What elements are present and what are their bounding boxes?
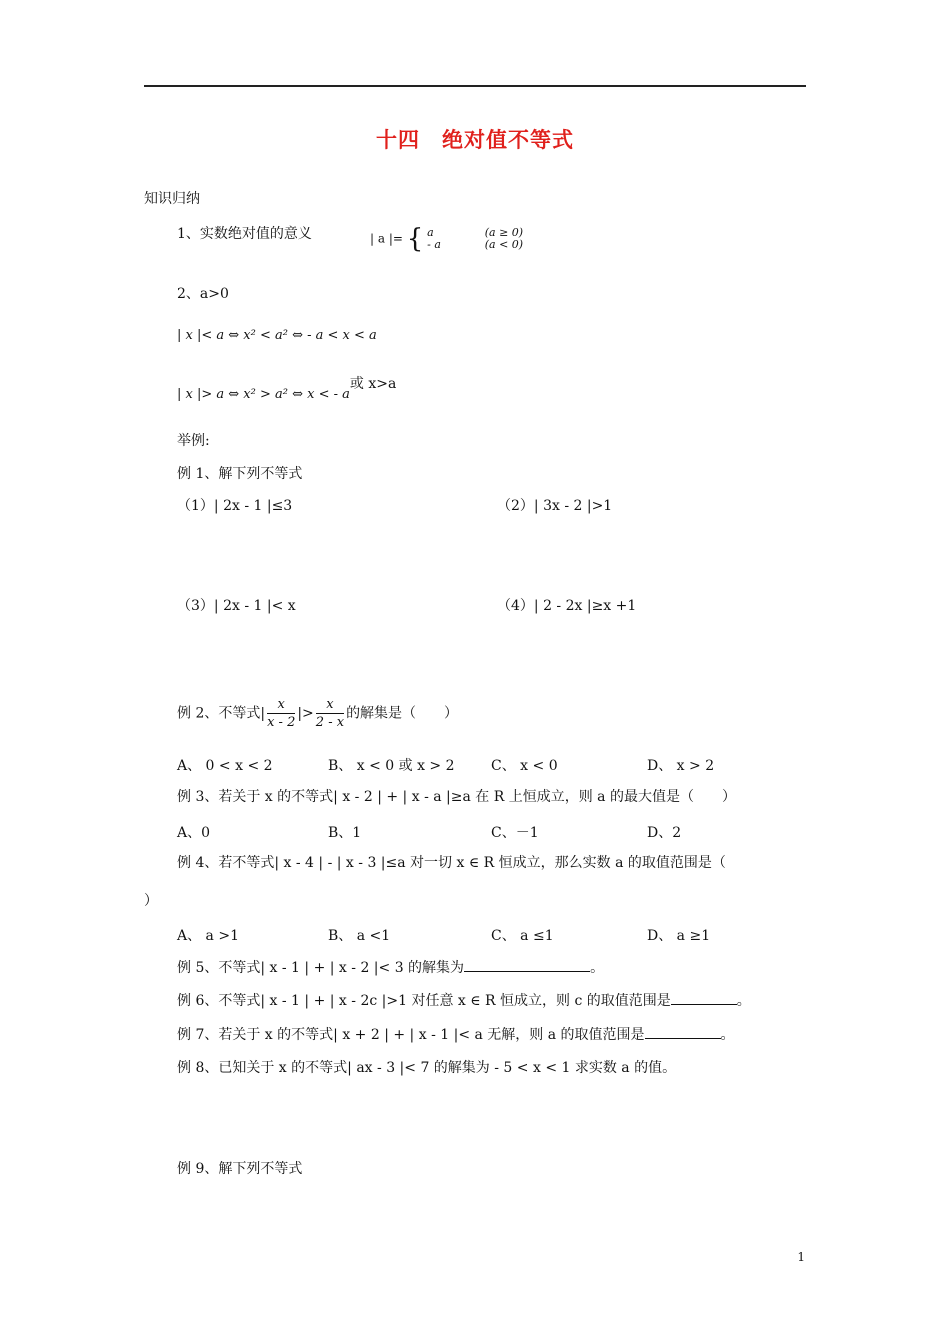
example-2-option-b: B、 x < 0 或 x > 2 bbox=[328, 758, 455, 774]
example-5-prefix: 例 5、不等式| x - 1 | + | x - 2 |< 3 的解集为 bbox=[177, 960, 465, 976]
example-1-part-4: （4）| 2 - 2x |≥x +1 bbox=[497, 598, 637, 614]
example-2-option-a: A、 0 < x < 2 bbox=[177, 758, 273, 774]
example-4-tail: ） bbox=[144, 893, 158, 909]
example-9-label: 例 9、解下列不等式 bbox=[177, 1161, 303, 1177]
example-1-part-3: （3）| 2x - 1 |< x bbox=[177, 598, 296, 614]
example-7-prefix: 例 7、若关于 x 的不等式| x + 2 | + | x - 1 |< a 无解，则 a 的取值范围是 bbox=[177, 1027, 645, 1043]
example-7-suffix: 。 bbox=[720, 1027, 735, 1043]
abs-cond-1: (a ≥ 0) bbox=[484, 226, 524, 239]
example-1-label: 例 1、解下列不等式 bbox=[177, 466, 303, 482]
knowledge-1-label: 1、实数绝对值的意义 bbox=[177, 226, 312, 242]
example-3-question: 例 3、若关于 x 的不等式| x - 2 | + | x - a |≥a 在 R 上恒成立，则 a 的最大值是（ ） bbox=[177, 789, 736, 805]
fraction-2-denominator: 2 - x bbox=[315, 715, 345, 730]
example-2-mid: |> bbox=[297, 705, 314, 722]
example-3-option-d: D、2 bbox=[647, 825, 682, 841]
example-7-question bbox=[177, 1024, 735, 1044]
example-4-option-a: A、 a >1 bbox=[177, 928, 239, 944]
example-5-suffix: 。 bbox=[590, 960, 605, 976]
example-6-answer-blank[interactable] bbox=[671, 990, 737, 1005]
example-2-prefix: 例 2、不等式| bbox=[177, 705, 266, 722]
section-heading: 知识归纳 bbox=[144, 191, 200, 207]
example-2-option-d: D、 x > 2 bbox=[647, 758, 715, 774]
example-4-option-c: C、 a ≤1 bbox=[491, 928, 554, 944]
example-6-prefix: 例 6、不等式| x - 1 | + | x - 2c |>1 对任意 x ∈ R 恒成立，则 c 的取值范围是 bbox=[177, 993, 671, 1009]
absolute-value-definition bbox=[370, 226, 523, 252]
example-7-answer-blank[interactable] bbox=[645, 1024, 721, 1039]
abs-cases bbox=[427, 227, 441, 251]
example-1-part-1: （1）| 2x - 1 |≤3 bbox=[177, 498, 293, 514]
abs-case-2: - a bbox=[427, 238, 441, 251]
abs-lhs: | a |= bbox=[370, 231, 403, 246]
header-rule bbox=[144, 85, 806, 87]
knowledge-2-line-2 bbox=[177, 376, 397, 403]
examples-label: 举例: bbox=[177, 433, 210, 449]
brace-glyph: { bbox=[406, 224, 424, 254]
example-3-option-a: A、0 bbox=[177, 825, 211, 841]
example-4-option-b: B、 a <1 bbox=[328, 928, 391, 944]
knowledge-2-line-2-math: | x |> a ⇔ x² > a² ⇔ x < - a bbox=[177, 387, 350, 402]
example-6-suffix: 。 bbox=[736, 993, 751, 1009]
knowledge-2-line-1: | x |< a ⇔ x² < a² ⇔ - a < x < a bbox=[177, 328, 377, 343]
page-number: 1 bbox=[797, 1250, 805, 1264]
example-5-question bbox=[177, 957, 604, 977]
fraction-2-numerator: x bbox=[316, 697, 344, 714]
fraction-1-denominator: x - 2 bbox=[267, 715, 296, 730]
example-2-question bbox=[177, 697, 458, 730]
example-8-question: 例 8、已知关于 x 的不等式| ax - 3 |< 7 的解集为 - 5 < x < 1 求实数 a 的值。 bbox=[177, 1060, 677, 1076]
example-3-option-c: C、－1 bbox=[491, 825, 539, 841]
knowledge-2-line-2-suffix: 或 x>a bbox=[349, 376, 397, 392]
fraction-1-numerator: x bbox=[267, 697, 295, 714]
example-2-fraction-2 bbox=[316, 697, 344, 730]
example-2-fraction-1 bbox=[267, 697, 295, 730]
example-4-question: 例 4、若不等式| x - 4 | - | x - 3 |≤a 对一切 x ∈ R 恒成立，那么实数 a 的取值范围是（ bbox=[177, 855, 726, 871]
example-1-part-2: （2）| 3x - 2 |>1 bbox=[497, 498, 613, 514]
knowledge-2-label: 2、a>0 bbox=[177, 286, 229, 302]
example-4-option-d: D、 a ≥1 bbox=[647, 928, 711, 944]
abs-conditions bbox=[485, 227, 523, 251]
example-2-suffix: 的解集是（ ） bbox=[346, 705, 459, 722]
example-6-question bbox=[177, 990, 751, 1010]
example-5-answer-blank[interactable] bbox=[464, 957, 590, 972]
example-3-option-b: B、1 bbox=[328, 825, 362, 841]
page-title: 十四 绝对值不等式 bbox=[376, 127, 574, 152]
abs-cond-2: (a < 0) bbox=[484, 238, 524, 251]
example-2-option-c: C、 x < 0 bbox=[491, 758, 558, 774]
abs-case-1: a bbox=[427, 226, 434, 239]
